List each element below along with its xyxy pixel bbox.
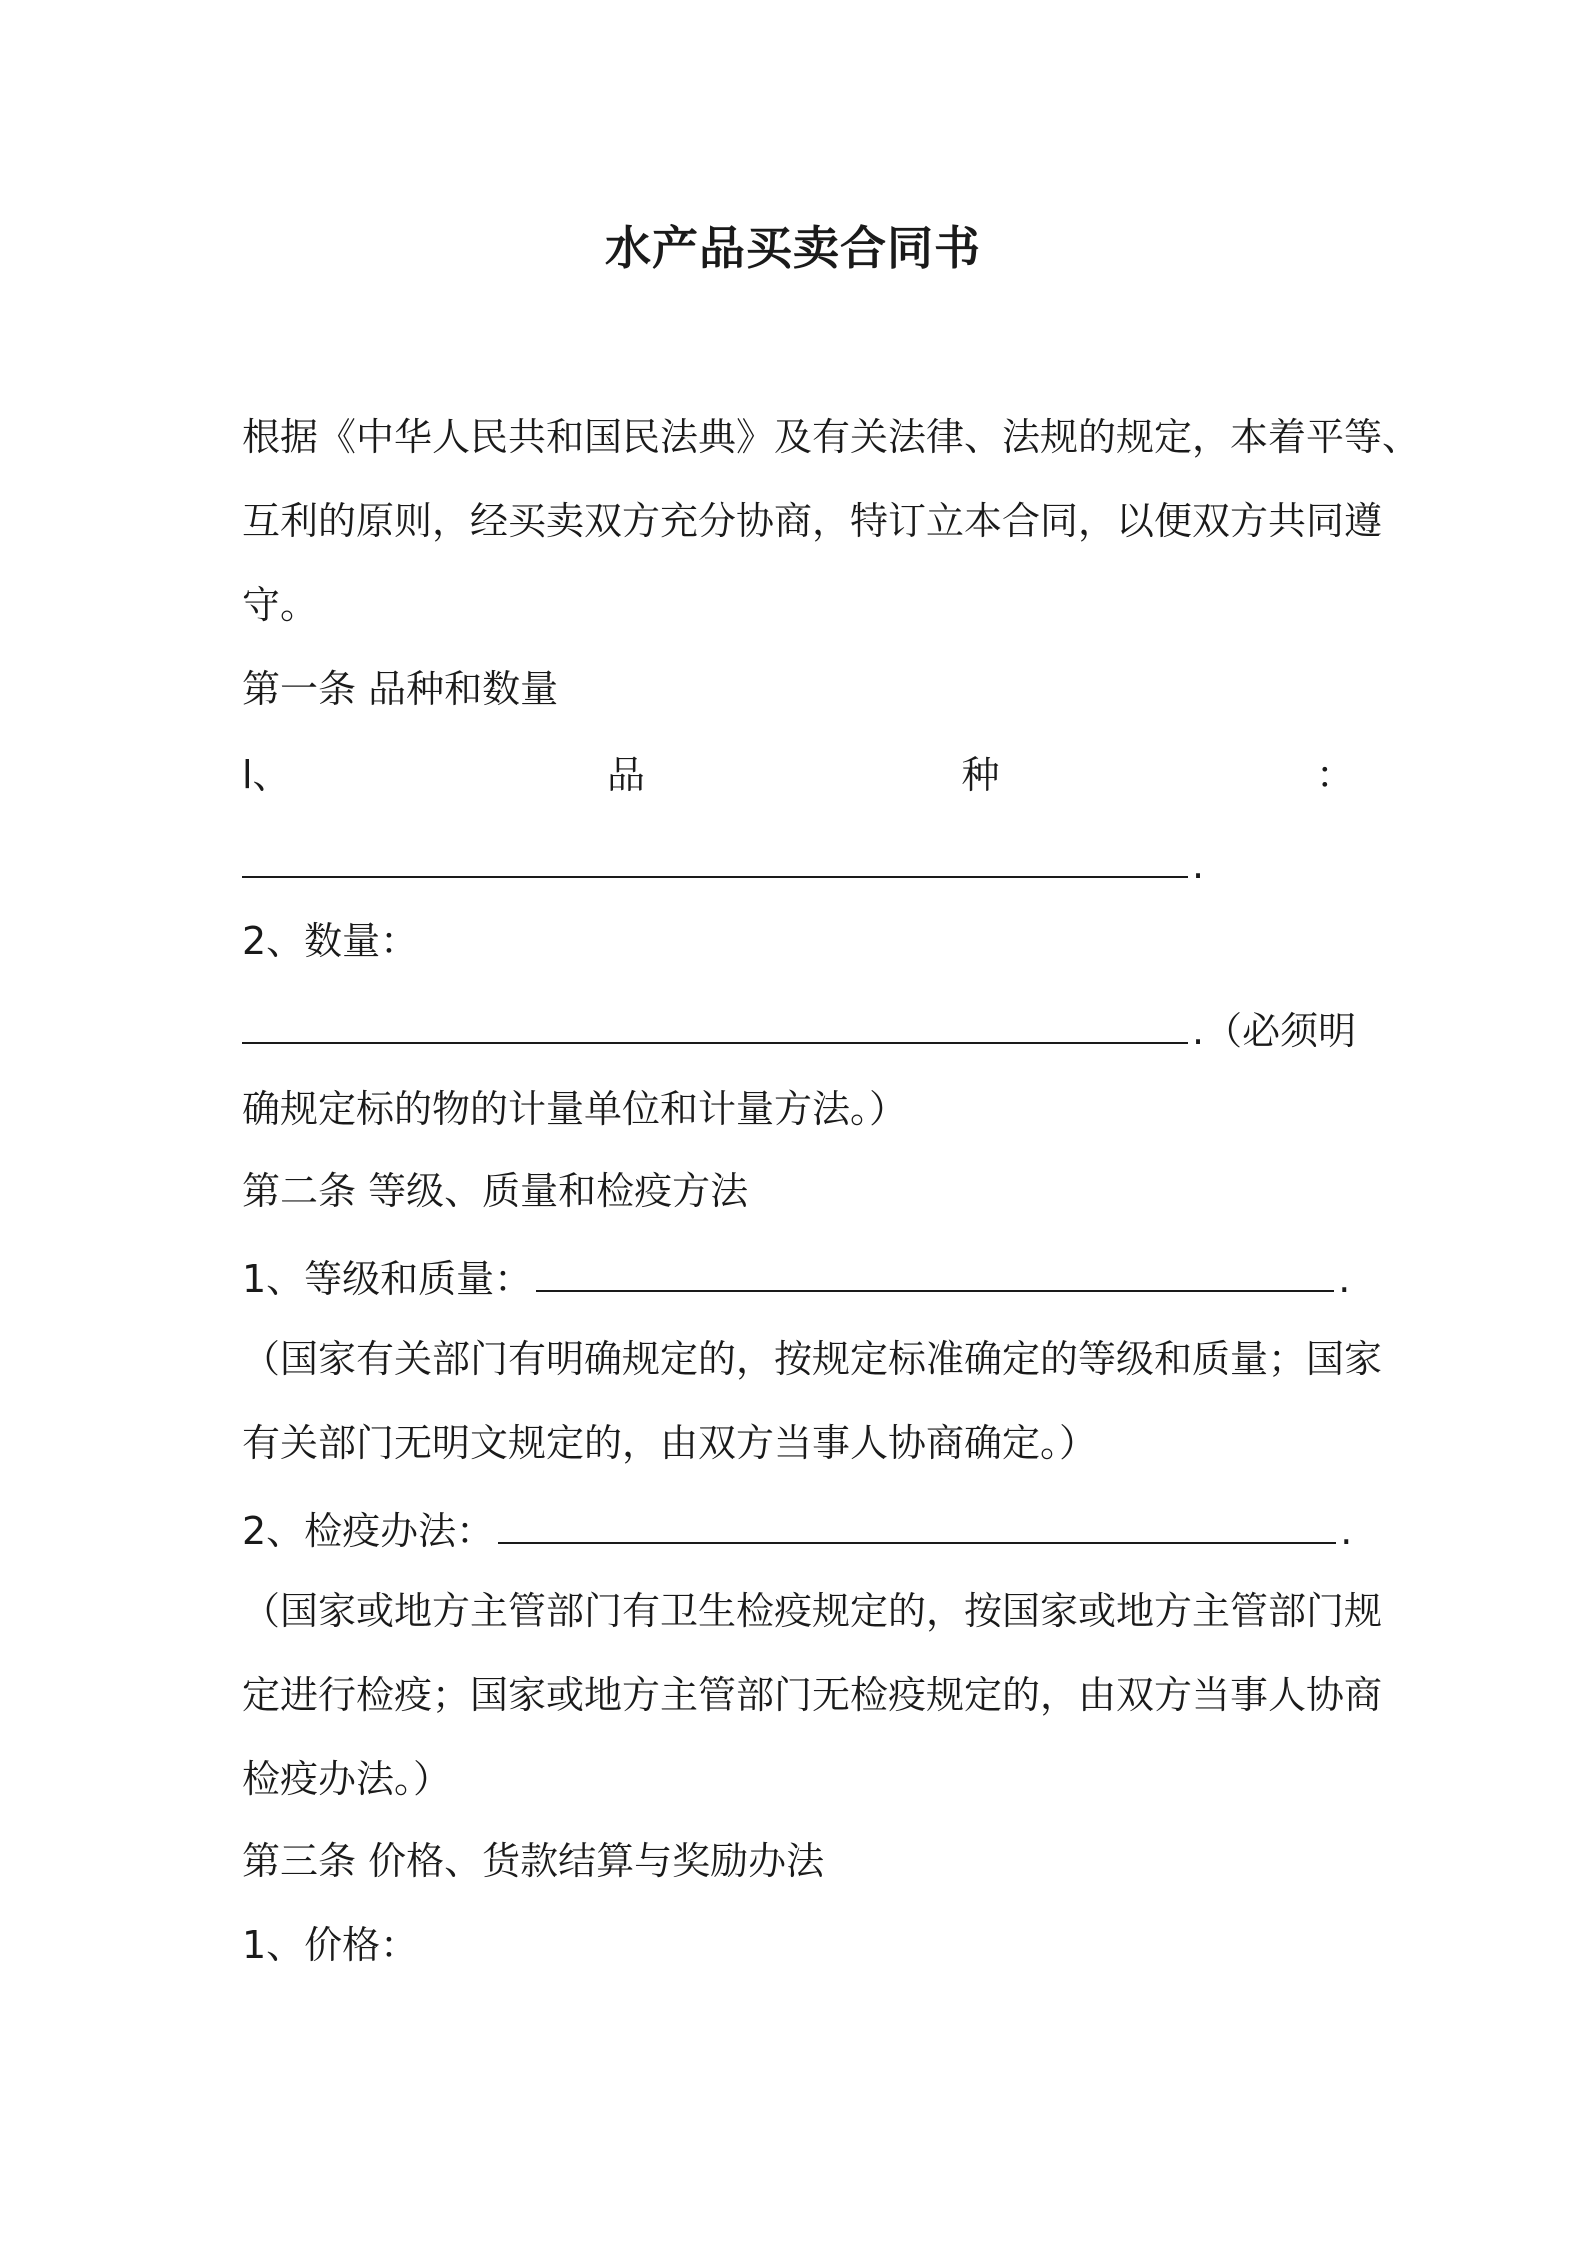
article-1-item-2-note: 确规定标的物的计量单位和计量方法。） bbox=[242, 1087, 908, 1131]
item-1-colon: ： bbox=[1315, 753, 1354, 797]
article-2-item-1-note-line-1: （国家有关部门有明确规定的，按规定标准确定的等级和质量；国家 bbox=[242, 1337, 1383, 1381]
article-2-item-2-note-line-3: 检疫办法。） bbox=[242, 1757, 452, 1801]
article-1-item-1-blank-row bbox=[242, 843, 1205, 887]
intro-paragraph-line-1: 根据《中华人民共和国民法典》及有关法律、法规的规定，本着平等、 bbox=[242, 415, 1421, 459]
article-1-item-2-label: 2、数量： bbox=[242, 919, 419, 963]
quarantine-blank-line[interactable] bbox=[498, 1512, 1336, 1544]
article-2-item-2-note-line-2: 定进行检疫；国家或地方主管部门无检疫规定的，由双方当事人协商 bbox=[242, 1673, 1383, 1717]
document-title: 水产品买卖合同书 bbox=[605, 221, 981, 275]
item-1-prefix: l、 bbox=[242, 753, 291, 797]
article-2-heading: 第二条 等级、质量和检疫方法 bbox=[242, 1169, 749, 1213]
item-2-end: .（必须明 bbox=[1192, 1009, 1357, 1053]
article-2-item-1-note-line-2: 有关部门无明文规定的，由双方当事人协商确定。） bbox=[242, 1421, 1098, 1465]
article-1-heading: 第一条 品种和数量 bbox=[242, 667, 559, 711]
article-2-item-1-row bbox=[242, 1257, 1351, 1301]
item-1-end: . bbox=[1192, 843, 1205, 887]
quarantine-label: 2、检疫办法： bbox=[242, 1509, 495, 1553]
quantity-blank-line[interactable] bbox=[242, 1012, 1188, 1044]
grade-quality-label: 1、等级和质量： bbox=[242, 1257, 533, 1301]
item-1-word-2: 种 bbox=[961, 753, 1000, 797]
article-3-item-1-label: 1、价格： bbox=[242, 1923, 419, 1967]
article-1-item-2-blank-row bbox=[242, 1009, 1357, 1053]
article-1-item-1-row bbox=[242, 753, 1354, 797]
intro-paragraph-line-2: 互利的原则，经买卖双方充分协商，特订立本合同，以便双方共同遵 bbox=[242, 499, 1383, 543]
grade-quality-blank-line[interactable] bbox=[536, 1260, 1334, 1292]
article-2-item-2-note-line-1: （国家或地方主管部门有卫生检疫规定的，按国家或地方主管部门规 bbox=[242, 1589, 1383, 1633]
article-3-heading: 第三条 价格、货款结算与奖励办法 bbox=[242, 1839, 825, 1883]
intro-paragraph-line-3: 守。 bbox=[242, 583, 319, 627]
a2-item-1-end: . bbox=[1338, 1257, 1351, 1301]
variety-blank-line[interactable] bbox=[242, 846, 1188, 878]
item-1-word-1: 品 bbox=[607, 753, 646, 797]
a2-item-2-end: . bbox=[1340, 1509, 1353, 1553]
article-2-item-2-row bbox=[242, 1509, 1353, 1553]
